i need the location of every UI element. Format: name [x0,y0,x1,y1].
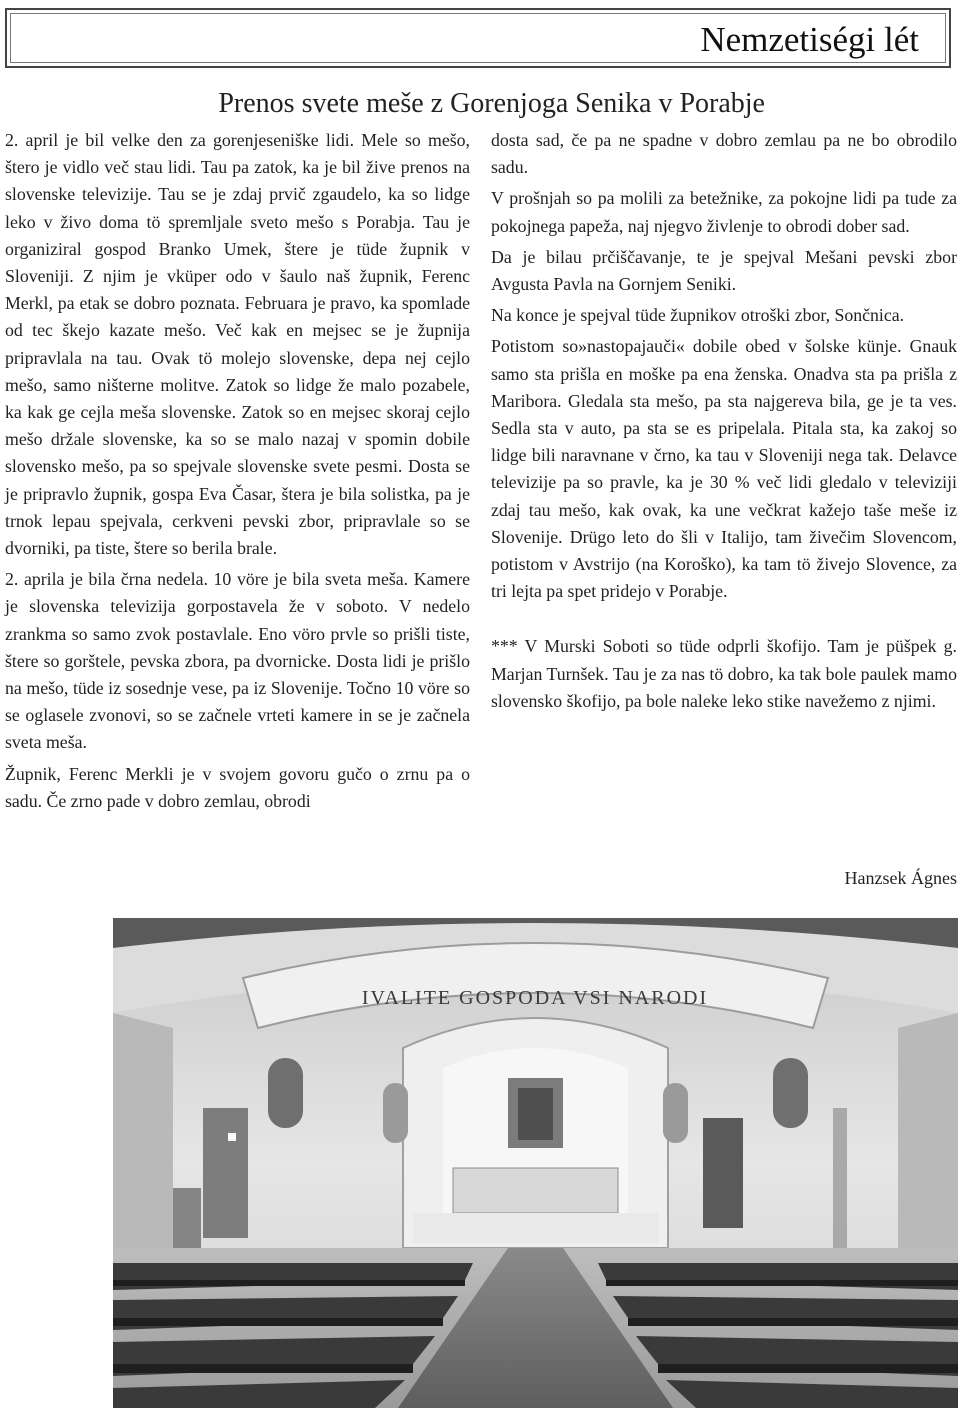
article-headline: Prenos svete meše z Gorenjoga Senika v Porabje [218,88,765,119]
article-right-column [491,127,957,719]
church-interior-photo [113,918,958,1408]
article-paragraph: 2. aprila je bila črna nedela. 10 vöre je bila sveta meša. Kamere je slovenska televizija gorpostavela že v soboto. V nedelo zrankma so samo zvok postavlale. Eno vöro prvle so prišli tiste, štere so gorštele, pevska zbora, pa dvornicke. Dosta lidi je prišlo na mešo, tüde iz sosednje vese, pa iz Slovenije. Točno 10 vöre so se oglasele zvonovi, so se začnele vrteti kamere in se je začnela sveta meša. [5,569,470,753]
article-author: Hanzsek Ágnes [844,868,957,888]
article-paragraph: Da je bilau prčiščavanje, te je spejval Mešani pevski zbor Avgusta Pavla na Gornjem Seniki. [491,246,957,295]
article-note: *** V Murski Soboti so tüde odprli škofijo. Tam je püšpek g. Marjan Turnšek. Tau je za nas tö dobro, ka tak bole paulek mamo slovensko škofijo, pa bole naleke leko stike navežemo z njimi. [491,636,957,711]
article-paragraph: V prošnjah so pa molili za betežnike, za pokojne lidi pa tude za pokojnega papeža, naj njegvo živlenje to obrodi dober sad. [491,188,957,236]
masthead-box [5,8,951,68]
article-paragraph: Potistom so»nastopajauči« dobile obed v šolske künje. Gnauk samo sta prišla en moške pa ena ženska. Onadva sta pa prišla z Maribora. Gledala sta mešo, pa sta najgereva bila, ge je ta ves. Sedla sta v auto, pa sta se es pripelala. Pitala sta, ka zakoj so lidge bili naravnane v črno, ka tau v Sloveniji nega tak. Delavce televizije pa so pravle, ka je 30 % več lidi gledalo v televiziji zdaj tau mešo, kak ovak, ka une večkrat kažejo taše meše iz Slovenije. Drügo leto do šli v Italijo, tam živečim Slovencom, potistom v Avstrijo (na Koroško), ka tam tö živejo Slovence, za tri lejta pa spet pridejo v Porabje. [491,336,957,602]
arch-inscription: IVALITE GOSPODA VSI NARODI [361,987,709,1009]
article-paragraph: Župnik, Ferenc Merkli je v svojem govoru gučo o zrnu pa o sadu. Če zrno pade v dobro zemlau, obrodi [5,763,470,811]
article-left-column [5,127,470,819]
article-paragraph: dosta sad, če pa ne spadne v dobro zemlau pa ne bo obrodilo sadu. [491,130,957,178]
article-paragraph: Na konce je spejval tüde župnikov otroški zbor, Sončnica. [491,305,905,326]
article-paragraph: 2. april je bil velke den za gorenjeseniške lidi. Mele so mešo, štero je vidlo več stau lidi. Tau pa zatok, ka je bil žive prenos na slovenske televizije. Tau se je zdaj prvič zgaudelo, ka so lidge leko v živo doma tö spremljale sveto mešo s Porabja. Tau je organiziral gospod Branko Umek, štere je tüde župnik v Sloveniji. Z njim je vküper odo v šaulo naš župnik, Ferenc Merkl, pa etak se dobro poznata. Februara je pravo, ka spomlade od tec škejo kazate mešo. Več kak en mejsec se je župnija pripravlala na tau. Ovak tö molejo slovenske, depa nej cejlo mešo, samo ništerne molitve. Zatok so lidge že malo pozabele, ka kak ge cejla meša slovenske. Zatok so en mejsec skoraj cejlo mešo držale slovenske, ka so se malo nazaj v spomin dobile slovensko mešo, pa so spejvale slovenske svete pesmi. Dosta se je pripravlo župnik, gospa Eva Časar, štera je bila solistka, pa je trnok lepau spejvala, cerkveni pevski zbor, pripravlale so se dvorniki, pa tiste, štere so berila brale. [5,130,470,559]
section-title: Nemzetiségi lét [700,20,919,59]
